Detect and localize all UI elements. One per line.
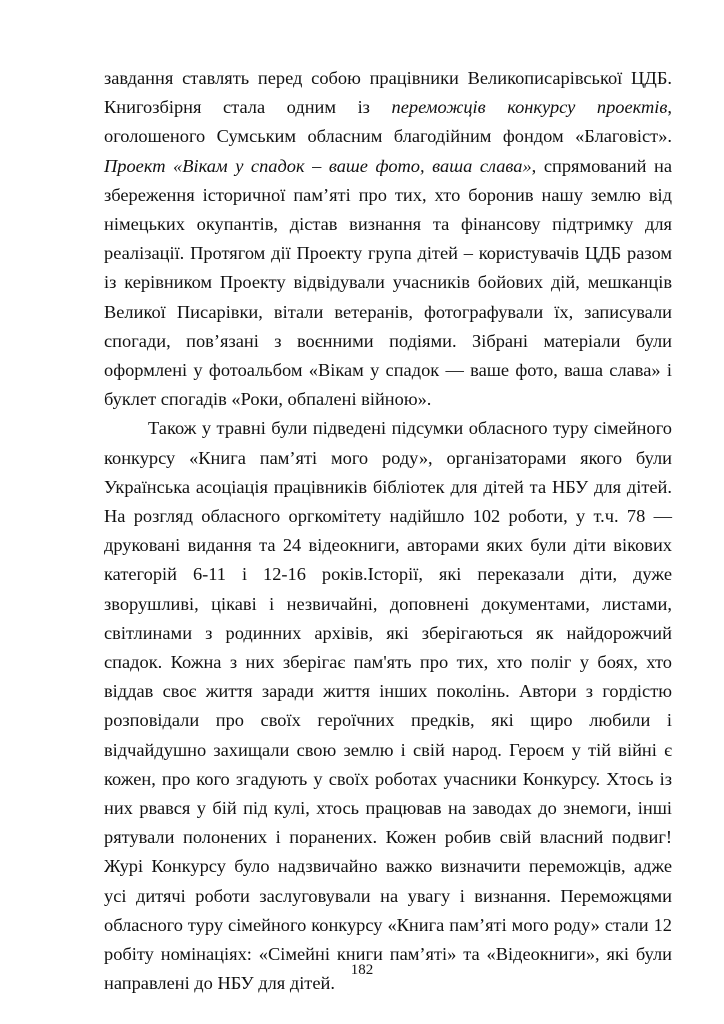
text-span: , спрямований на збереження історичної пам’яті про тих, хто боронив нашу землю від німецьких окупантів, дістав визнання та фінансову підтримку для реалізації. Протягом дії Проекту група дітей – користувачів ЦДБ разом із керівником Проекту відвідували учасників бойових дій, мешканців Великої Писарівки, вітали ветеранів, фотографували їх, записували спогади, пов’язані з воєнними подіями. Зібрані матеріали були оформлені у фотоальбом «Вікам у спадок — ваше фото, ваша слава» і буклет спогадів «Роки, обпалені війною». xyxy=(104,155,672,410)
body-text xyxy=(104,64,672,999)
text-span: , оголошеного Сумським обласним благодійним фондом «Благовіст». xyxy=(104,97,672,147)
text-span: завдання ставлять перед собою працівники Великописарівської ЦДБ. Книгозбірня стала одним із xyxy=(104,68,672,118)
paragraph-library-project xyxy=(104,64,672,414)
page-number: 182 xyxy=(350,962,374,978)
italic-project-title: Проект «Вікам у спадок – ваше фото, ваша слава» xyxy=(104,155,532,176)
paragraph-family-contest: Також у травні були підведені підсумки обласного туру сімейного конкурсу «Книга пам’яті мого роду», організаторами якого були Українська асоціація працівників бібліотек для дітей та НБУ для дітей. На розгляд обласного оргкомітету надійшло 102 роботи, у т.ч. 78 — друковані видання та 24 відеокниги, авторами яких були діти вікових категорій 6-11 і 12-16 років.Історії, які переказали діти, дуже зворушливі, цікаві і незвичайні, доповнені документами, листами, світлинами з родинних архівів, які зберігаються як найдорожчий спадок. Кожна з них зберігає пам'ять про тих, хто поліг у боях, хто віддав своє життя заради життя інших поколінь. Автори з гордістю розповідали про своїх героїчних предків, які щиро любили і відчайдушно захищали свою землю і свій народ. Героєм у тій війні є кожен, про кого згадують у своїх роботах учасники Конкурсу. Хтось із них рвався у бій під кулі, хтось працював на заводах до знемоги, інші рятували полонених і поранених. Кожен робив свій власний подвиг! Журі Конкурсу було надзвичайно важко визначити переможців, адже усі дитячі роботи заслуговували на увагу і визнання. Переможцями обласного туру сімейного конкурсу «Книга пам’яті мого роду» стали 12 робіту номінаціях: «Сімейні книги пам’яті» та «Відеокниги», які були направлені до НБУ для дітей. xyxy=(104,418,672,994)
italic-phrase: переможців конкурсу проектів xyxy=(391,97,668,118)
